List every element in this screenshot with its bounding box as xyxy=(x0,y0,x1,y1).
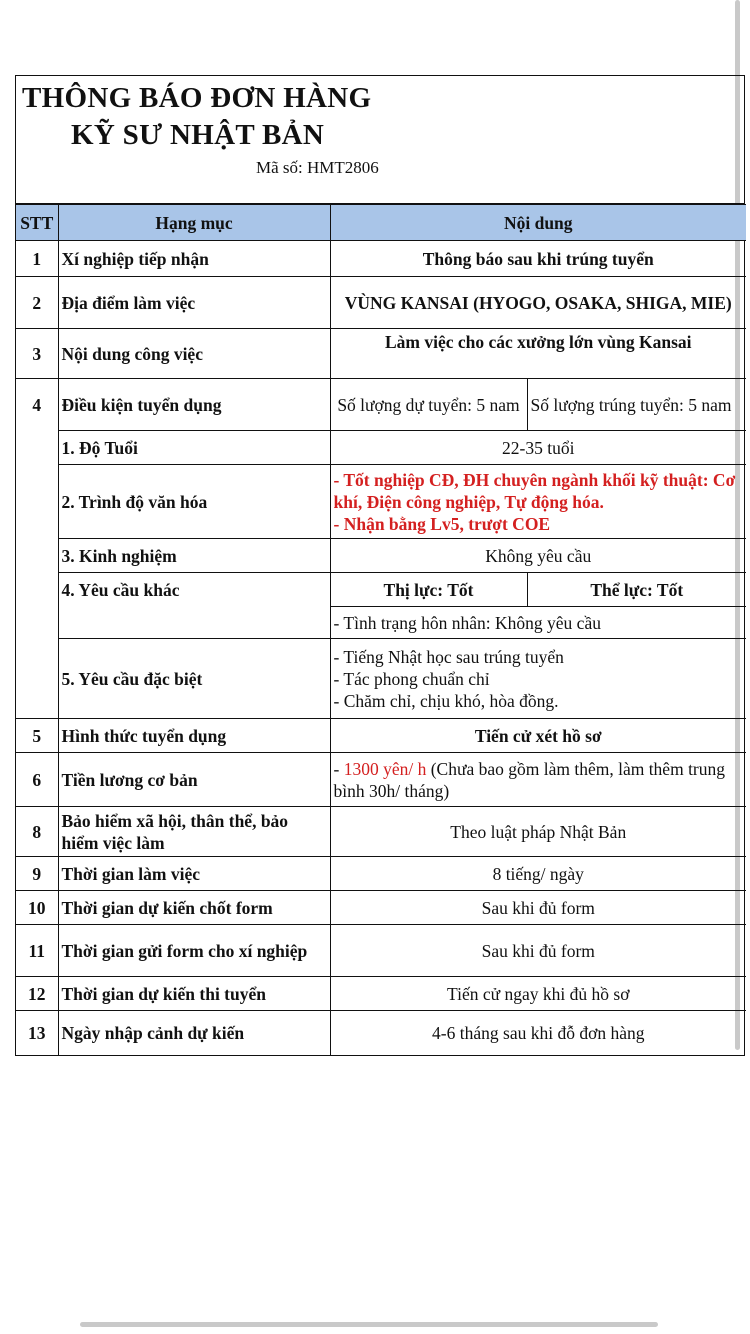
education-line-1: - Tốt nghiệp CĐ, ĐH chuyên ngành khối kỹ thuật: Cơ khí, Điện công nghiệp, Tự động hóa. xyxy=(333,469,736,512)
experience-label: 3. Kinh nghiệm xyxy=(58,539,330,573)
row-label: Thời gian gửi form cho xí nghiệp xyxy=(58,925,330,977)
special-value xyxy=(330,639,746,719)
row-value: Sau khi đủ form xyxy=(330,891,746,925)
row-value: Thông báo sau khi trúng tuyển xyxy=(330,241,746,277)
fitness-value: Thể lực: Tốt xyxy=(527,573,746,607)
stt-spacer xyxy=(16,431,58,465)
horizontal-scrollbar[interactable] xyxy=(80,1322,658,1327)
order-code: Mã số: HMT2806 xyxy=(256,158,379,177)
row-number: 12 xyxy=(16,977,58,1011)
job-detail-table xyxy=(16,204,746,1055)
age-value: 22-35 tuổi xyxy=(330,431,746,465)
wage-dash: - xyxy=(333,758,344,779)
table-row xyxy=(16,719,746,753)
apply-quota: Số lượng dự tuyển: 5 nam xyxy=(330,379,527,431)
header-stt: STT xyxy=(16,205,58,241)
table-row xyxy=(16,925,746,977)
stt-spacer xyxy=(16,639,58,719)
table-row xyxy=(16,465,746,539)
vision-value: Thị lực: Tốt xyxy=(330,573,527,607)
table-row xyxy=(16,539,746,573)
row-label: Điều kiện tuyển dụng xyxy=(58,379,330,431)
table-row xyxy=(16,1011,746,1055)
row-number: 8 xyxy=(16,807,58,857)
stt-spacer xyxy=(16,573,58,607)
stt-spacer xyxy=(16,539,58,573)
row-label: Tiền lương cơ bản xyxy=(58,753,330,807)
table-row xyxy=(16,241,746,277)
table-row xyxy=(16,379,746,431)
hire-quota: Số lượng trúng tuyển: 5 nam xyxy=(527,379,746,431)
row-number: 5 xyxy=(16,719,58,753)
row-number: 4 xyxy=(16,379,58,431)
education-value xyxy=(330,465,746,539)
table-row xyxy=(16,607,746,639)
row-value: 4-6 tháng sau khi đỗ đơn hàng xyxy=(330,1011,746,1055)
special-label: 5. Yêu cầu đặc biệt xyxy=(58,639,330,719)
page-title: THÔNG BÁO ĐƠN HÀNG xyxy=(22,82,372,114)
special-line-1: - Tiếng Nhật học sau trúng tuyển xyxy=(333,646,564,667)
row-number: 2 xyxy=(16,277,58,329)
job-notice-sheet xyxy=(15,75,745,1056)
row-number: 9 xyxy=(16,857,58,891)
row-value: Tiến cử ngay khi đủ hồ sơ xyxy=(330,977,746,1011)
row-value: VÙNG KANSAI (HYOGO, OSAKA, SHIGA, MIE) xyxy=(330,277,746,329)
table-row xyxy=(16,431,746,465)
education-line-2: - Nhận bằng Lv5, trượt COE xyxy=(333,513,551,534)
education-label: 2. Trình độ văn hóa xyxy=(58,465,330,539)
table-row xyxy=(16,807,746,857)
experience-value: Không yêu cầu xyxy=(330,539,746,573)
stt-spacer xyxy=(16,607,58,639)
row-label: Thời gian làm việc xyxy=(58,857,330,891)
row-number: 13 xyxy=(16,1011,58,1055)
row-value: Làm việc cho các xưởng lớn vùng Kansai xyxy=(330,329,746,379)
stt-spacer xyxy=(16,465,58,539)
row-value: Sau khi đủ form xyxy=(330,925,746,977)
special-line-2: - Tác phong chuẩn chỉ xyxy=(333,668,490,689)
table-row xyxy=(16,277,746,329)
row-number: 11 xyxy=(16,925,58,977)
table-row xyxy=(16,977,746,1011)
row-value: 8 tiếng/ ngày xyxy=(330,857,746,891)
row-label: Bảo hiểm xã hội, thân thể, bảo hiểm việc làm xyxy=(58,807,330,857)
table-row xyxy=(16,753,746,807)
wage-note: (Chưa bao gồm làm thêm, làm thêm trung bình 30h/ tháng) xyxy=(333,758,726,801)
title-block xyxy=(16,76,744,204)
marital-value: - Tình trạng hôn nhân: Không yêu cầu xyxy=(330,607,746,639)
age-label: 1. Độ Tuổi xyxy=(58,431,330,465)
other-label: 4. Yêu cầu khác xyxy=(58,573,330,607)
table-header-row xyxy=(16,205,746,241)
wage-amount: 1300 yên/ h xyxy=(343,758,427,779)
row-label: Hình thức tuyển dụng xyxy=(58,719,330,753)
table-row xyxy=(16,857,746,891)
row-label: Địa điểm làm việc xyxy=(58,277,330,329)
row-label: Thời gian dự kiến thi tuyển xyxy=(58,977,330,1011)
row-label: Nội dung công việc xyxy=(58,329,330,379)
table-row xyxy=(16,329,746,379)
header-content: Nội dung xyxy=(330,205,746,241)
row-label: Ngày nhập cảnh dự kiến xyxy=(58,1011,330,1055)
table-row xyxy=(16,639,746,719)
label-spacer xyxy=(58,607,330,639)
row-number: 3 xyxy=(16,329,58,379)
wage-value xyxy=(330,753,746,807)
row-number: 10 xyxy=(16,891,58,925)
table-row xyxy=(16,891,746,925)
page-subtitle: KỸ SƯ NHẬT BẢN xyxy=(71,119,325,151)
row-number: 1 xyxy=(16,241,58,277)
row-value: Theo luật pháp Nhật Bản xyxy=(330,807,746,857)
header-item: Hạng mục xyxy=(58,205,330,241)
table-row xyxy=(16,573,746,607)
row-number: 6 xyxy=(16,753,58,807)
row-label: Thời gian dự kiến chốt form xyxy=(58,891,330,925)
row-value: Tiến cử xét hồ sơ xyxy=(330,719,746,753)
special-line-3: - Chăm chỉ, chịu khó, hòa đồng. xyxy=(333,690,559,711)
row-label: Xí nghiệp tiếp nhận xyxy=(58,241,330,277)
